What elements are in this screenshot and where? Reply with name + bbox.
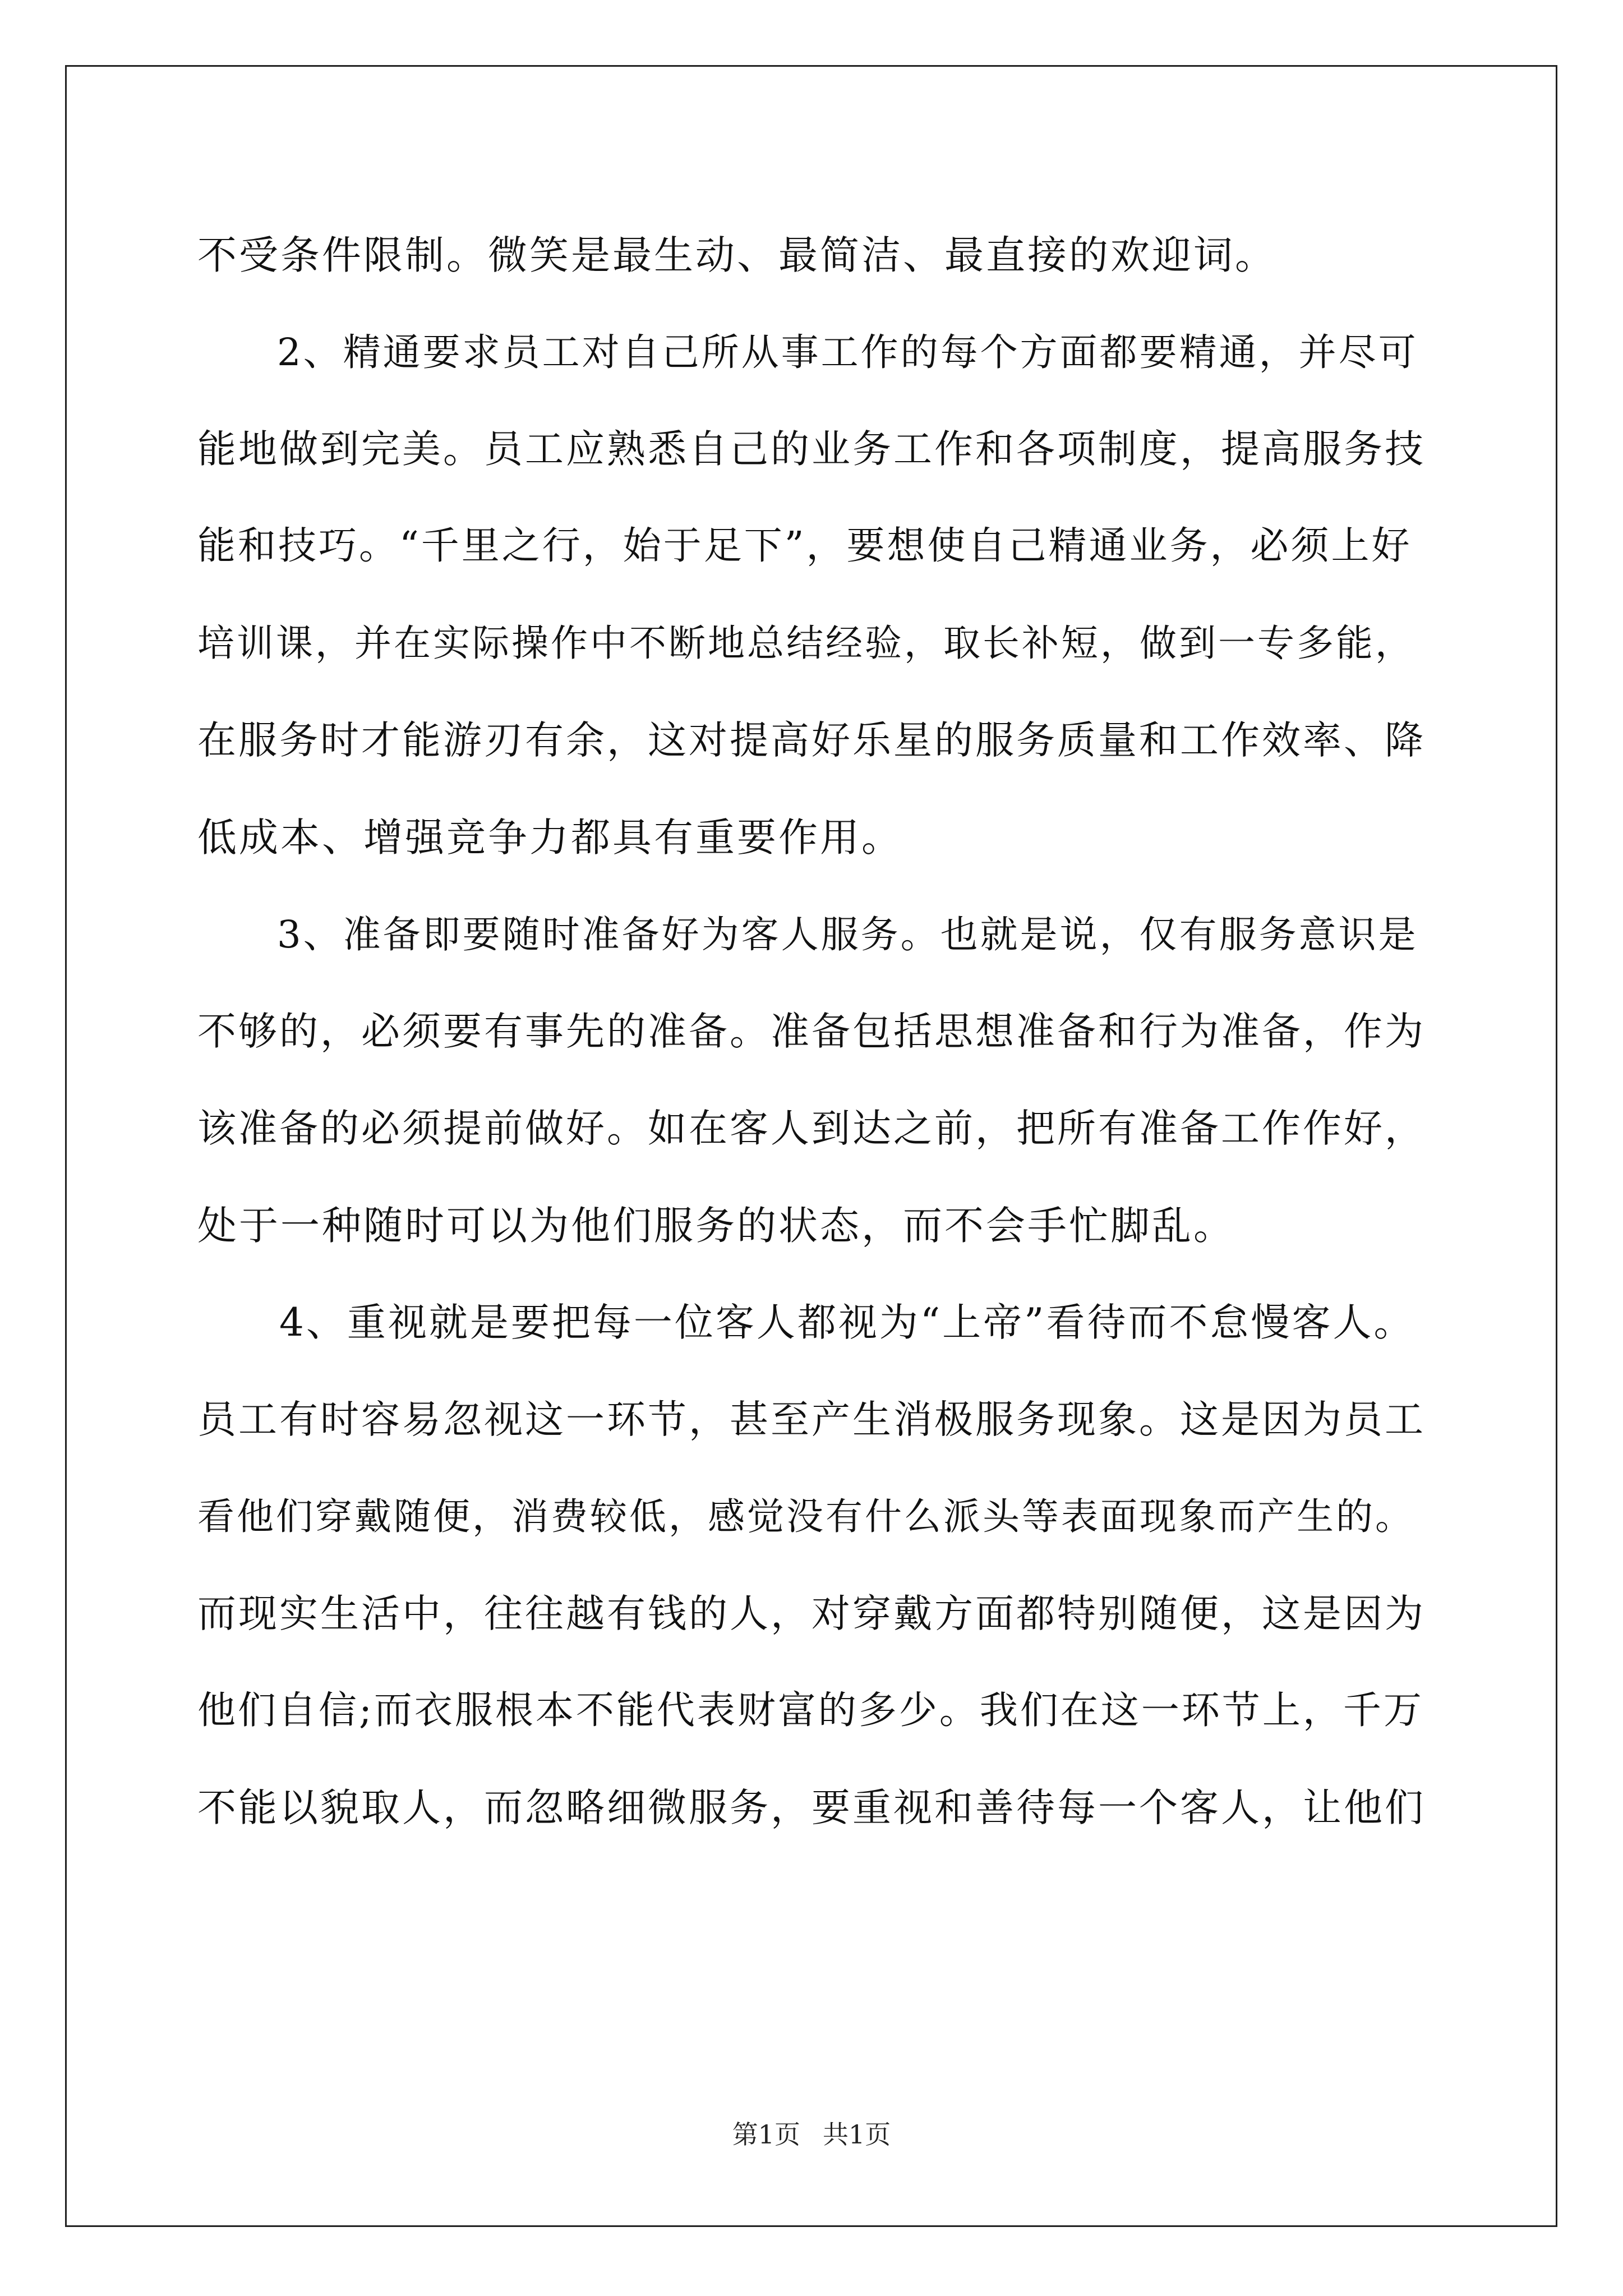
text-line: 处于一种随时可以为他们服务的状态，而不会手忙脚乱。	[197, 1203, 1235, 1249]
text-line: 看他们穿戴随便，消费较低，感觉没有什么派头等表面现象而产生的。	[197, 1495, 1414, 1538]
text-line: 不能以貌取人，而忽略细微服务，要重视和善待每一个客人，让他们	[197, 1786, 1426, 1830]
text-line: 能地做到完美。员工应熟悉自己的业务工作和各项制度，提高服务技	[197, 427, 1426, 472]
text-line: 3、准备即要随时准备好为客人服务。也就是说，仅有服务意识是	[197, 913, 1418, 956]
text-line: 不够的，必须要有事先的准备。准备包括思想准备和行为准备，作为	[197, 1009, 1426, 1054]
text-line: 4、重视就是要把每一位客人都视为“上帝”看待而不怠慢客人。	[197, 1300, 1415, 1345]
text-line: 培训课，并在实际操作中不断地总结经验，取长补短，做到一专多能，	[197, 622, 1414, 665]
text-line: 2、精通要求员工对自己所从事工作的每个方面都要精通，并尽可	[197, 330, 1418, 374]
text-line: 不受条件限制。微笑是最生动、最简洁、最直接的欢迎词。	[197, 232, 1276, 278]
page-number: 第1页	[732, 2119, 800, 2150]
text-line: 低成本、增强竞争力都具有重要作用。	[197, 815, 903, 861]
page-footer	[0, 2118, 1623, 2151]
text-line: 员工有时容易忽视这一环节，甚至产生消极服务现象。这是因为员工	[197, 1397, 1426, 1442]
page-total: 共1页	[823, 2119, 891, 2150]
text-line: 而现实生活中，往往越有钱的人，对穿戴方面都特别随便，这是因为	[197, 1591, 1426, 1636]
text-line: 在服务时才能游刃有余，这对提高好乐星的服务质量和工作效率、降	[197, 718, 1426, 763]
text-line: 他们自信;而衣服根本不能代表财富的多少。我们在这一环节上，千万	[197, 1688, 1424, 1733]
text-line: 该准备的必须提前做好。如在客人到达之前，把所有准备工作作好，	[197, 1106, 1426, 1151]
text-line: 能和技巧。“千里之行，始于足下”，要想使自己精通业务，必须上好	[197, 524, 1412, 568]
